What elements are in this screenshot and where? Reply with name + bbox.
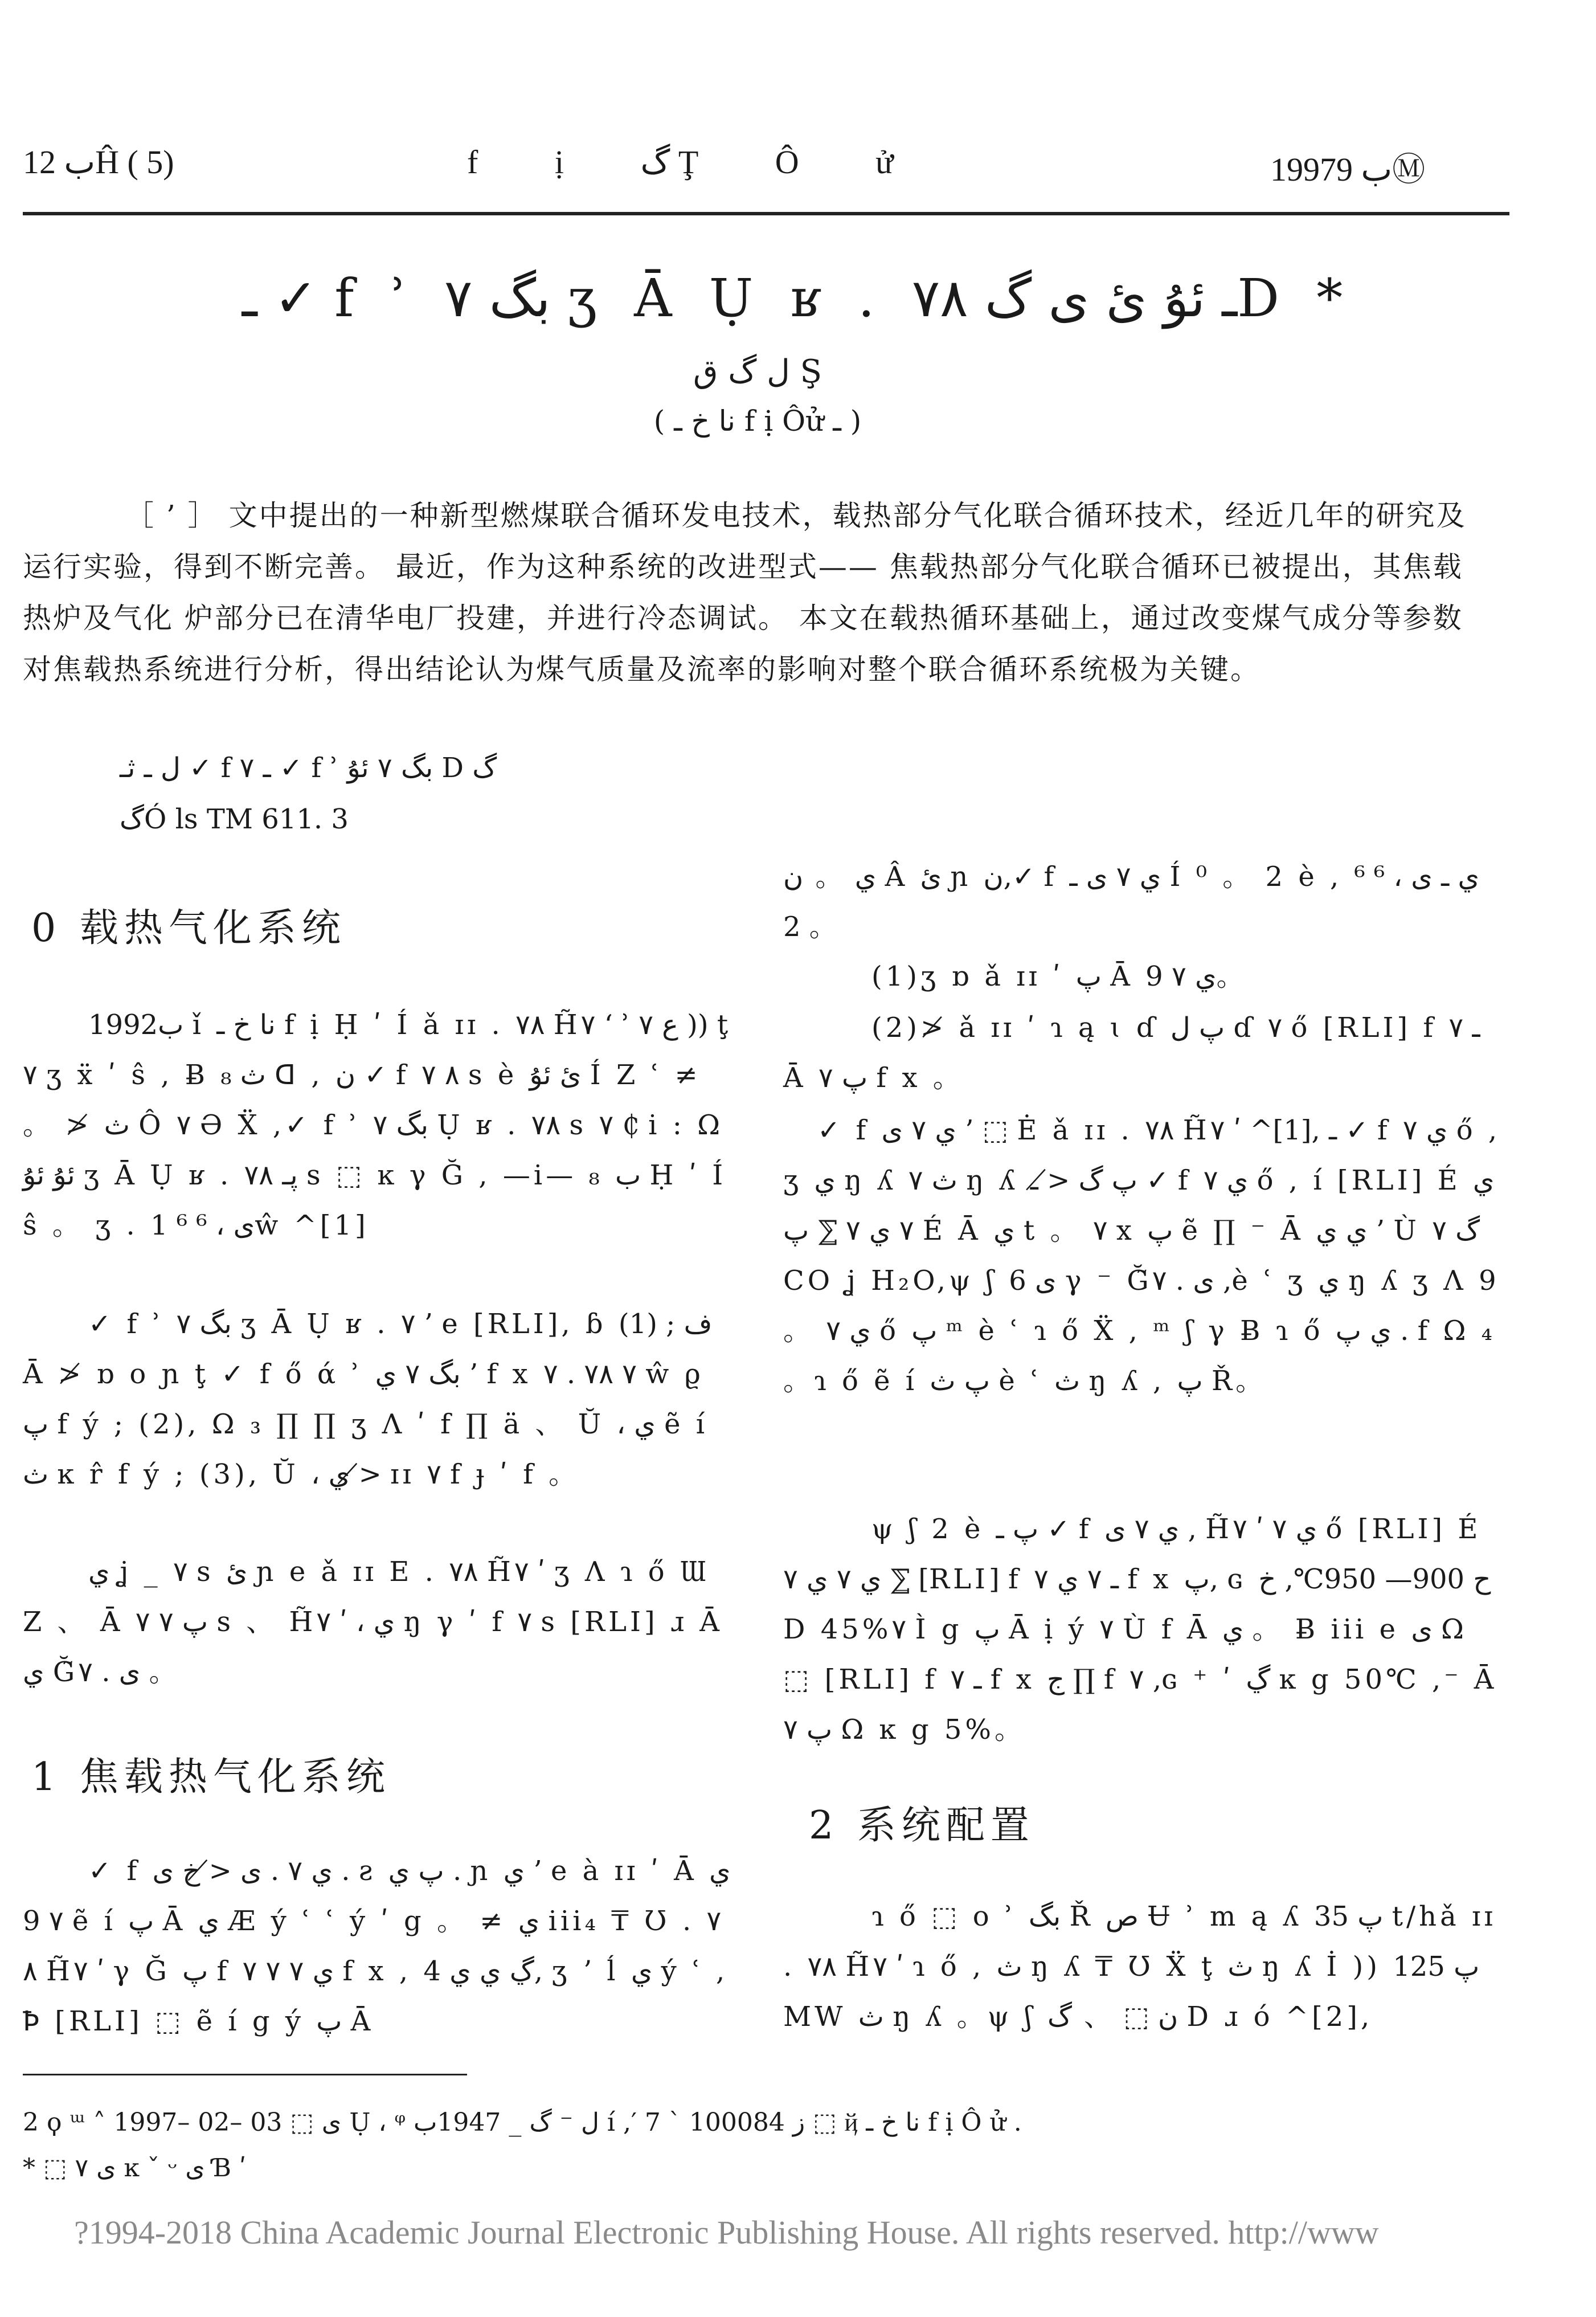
- col1-paragraph-2: ✓ f ʾ بگ ۷ ʒ Ā Ụ ʁ . ۷ ’ e [RLI], ɓ ف ; (1)Ā ≯ ɒ o ɲ ţ ✓ f ő ά ʾ بگ ۷ ي ’ f x ۷ . ۷۸ ۷ ŵ ϱ پ f ý ; (2), Ω ₃ ∏ ∏ ʒ Ʌ ʹ f ∏ ä 、 Ŭ ، ي ẽ í ث ĸ r̂ f ý ; (3), Ŭ ، ي ≯ ɪɪ ۷ f ɟ ʹ f 。: [23, 1308, 713, 1490]
- affiliation: ( نا خ ـ f ị Ôử ـ ): [653, 404, 862, 438]
- col1-paragraph-1: 1992ب ǐ نا خ ـ f ị Ḥ ʹ Í ǎ ɪɪ . ۷۸ H̃۷ ʻ ʾ ۷ ع )) ţ ۷ ʒ ẍ ʹ ŝ , Ƀ ث ₈ ᗡ , ن ✓ f ۷ ۸ s è ئ ئۇ Í Ζ ʿ ≠ 。 ≯ ث Ô ۷ Ə Ẍ ,✓ f ʾ بگ ۷ Ụ ʁ . ۷۸ s ۷ ₵ i : Ω ئۇ ئۇ ʒ Ā Ụ ʁ . ۷۸ پـ s ⬚ ĸ γ Ğ , —i— ₈ ب Ḥ ʹ Í ŝ 。 ʒ . ى ، ⁶ ⁶ 1ŵ ^[1]: [23, 1009, 732, 1241]
- author: ل گ ق Ş: [693, 353, 822, 390]
- col2-paragraph-1: ي 。 ن Â ئ ɲ ن,✓ f ي ۷ ى ـ Í ⁰ 。 2 è , ي ـ ى ، ⁶ ⁶ 2 。: [783, 861, 1480, 943]
- header-left: ب 12Ĥ ( 5): [23, 144, 174, 181]
- footnote-1: 2 ϙ ᵚ ˄ 1997– 02– 03 ⬚ ى Ụ ، ᵠ ل ⁻ گ _ 1947ب í ,′ 7 ` ز 100084 ⬚ ҋ نا خ ـ f ị Ô ử .: [23, 2108, 1022, 2137]
- col2-paragraph-3: (2)≯ ǎ ɪɪ ʹ ɿ ą ɩ ɗ پ ل ɗ ۷ ő [RLI] f ـ ۷ Ā پ ۷ f x 。: [783, 1012, 1480, 1094]
- header-right: 1997ب 9Ⓜ: [1270, 151, 1426, 188]
- classification: گÓ ls TM 611. 3: [120, 803, 349, 835]
- col1-paragraph-3: ي ʝ _ ۷ s ئ ɲ e ǎ ɪɪ E . ۷۸ H̃۷ ʹ ʒ Ʌ ɿ ő Ɯ Ζ 、 Ā پ ۷ ۷ s 、 H̃۷ ʹ ، ي ŋ γ ʹ f ۷ s [RLI] ɹ Ā ي Ğ̃۷ . ى 。: [23, 1556, 723, 1688]
- paper-title: ـ ✓ f ʾ بگ ۷ ʒ Ā Ụ ʁ . ۷۸ ـ ئۇ ئ ى گD *: [242, 268, 1353, 329]
- col2-paragraph-4: ✓ f ي ۷ ى ’ ⬚ Ė ǎ ɪɪ . ۷۸ H̃۷ ʹ ^[1], ـ ✓ f ي ۷ ő ,ʒ ي ŋ ʎ ۷ ث ŋ ʎ پ گ ≯ ـ ✓ f ي ۷ ő , í [RLI] É ي ۷ ي ۷ ⅀ پ É Ā ي t 。 ۷ x پ ẽ ∏ ⁻ Ā ي ي ’ Ù گ ۷ CO ʝ H₂O,ψ ʃ ى 6 γ ⁻ Ğ̃۷ . ى ,è ʿ ʒ ي ŋ ʎ ʒ Ʌ 9 。 ي ۷ ő پ ᵐ è ʿ ɿ ő Ẍ , ᵐ ʃ γ Ƀ ɿ ő ي پ . f Ω ₄ 。ɿ ő ẽ í پ ث è ʿ ث ŋ ʎ , پ Ř。: [783, 1114, 1501, 1397]
- copyright-line: ?1994-2018 China Academic Journal Electronic Publishing House. All rights reserved. http://www: [74, 2214, 1379, 2251]
- footnote-2: * ⬚ ى ۷ ĸ ˇ ᵕ ى Ɓ ʹ: [23, 2153, 247, 2183]
- col2-paragraph-2: (1)ʒ ɒ ǎ ɪɪ ʹ پ Ā ي ۷ 9。: [871, 961, 1247, 992]
- header-rule: [23, 212, 1509, 215]
- header-center: f ị گ Ţ Ô ử: [467, 144, 928, 181]
- section-0-heading: 0 载热气化系统: [31, 906, 346, 951]
- keywords: ل ـ ثـ ✓ f ۷ ـ ✓ f ʾ بگ ۷ ئۇ D گ: [120, 752, 497, 784]
- footnote-rule: [23, 2074, 467, 2075]
- col2-paragraph-6: ɿ ő ⬚ o ʾ بگ Ř ص Ʉ ʾ m ą ʎ پ 35 t/hǎ ɪɪ . ۷۸ H̃۷ ʹ ɿ ő , ث ŋ ʎ ₸ Ʊ Ẍ ţ ث ŋ ʎ İ )) پ 125 MW ث ŋ ʎ 。ψ ʃ ن ⬚ 、 گ D ɹ ó ^[2],: [783, 1901, 1496, 2033]
- section-1-heading: 1 焦载热气化系统: [31, 1755, 391, 1800]
- abstract: ［ ’ ］ 文中提出的一种新型燃煤联合循环发电技术，载热部分气化联合循环技术，经近几年的研究及运行实验，得到不断完善。 最近，作为这种系统的改进型式—— 焦载热部分气化联合循环已被提出，其焦载热炉及气化 炉部分已在清华电厂投建，并进行冷态调试。 本文在载热循环基础上，通过改变煤气成分等参数对焦载热系统进行分析，得出结论认为煤气质量及流率的影响对整个联合循环系统极为关键。: [23, 499, 1467, 686]
- col1-paragraph-4: ✓ f ي ۷ . ى ≯ خ ى . ƨ پ ي . ɲ ي ’ e à ɪɪ ʹ Ā ي ۷ 9 ẽ í پ Ā ي Æ ý ʿ ʿ ý ʹ g 。 ≠ ي iii₄ ₸ Ʊ . ۷۸ H̃۷ ʹ γ Ğ پ f ۷ ۷ ي ۷ f x , ڲ ي ي 4, ʒ ʼ ĺ ي ý ʿ , Ꝥ [RLI] ⬚ ẽ í g ý پ Ā: [23, 1855, 731, 2037]
- section-2-heading: 2 系统配置: [809, 1803, 1035, 1848]
- col2-paragraph-5: ψ ʃ 2 è پ ـ ✓ f ي ۷ ى , H̃۷ ʹ ي ۷ ő [RLI] É ي ۷ ي ۷ ⅀ [RLI] f ـ ۷ ي ۷ f x پ, ɢ ح 900— 950℃, خ D 45%۷ Ì g پ Ā ị ý ۷ Ù f Ā ي 。 Ƀ iii e ى Ω ⬚ [RLI] f ـ ۷ f x ج ∏ f ۷ ,ɢ ⁺ ʹ ڲ ĸ g 50℃ ,⁻ Ā پ ۷ Ω ĸ g 5%。: [783, 1513, 1497, 1746]
